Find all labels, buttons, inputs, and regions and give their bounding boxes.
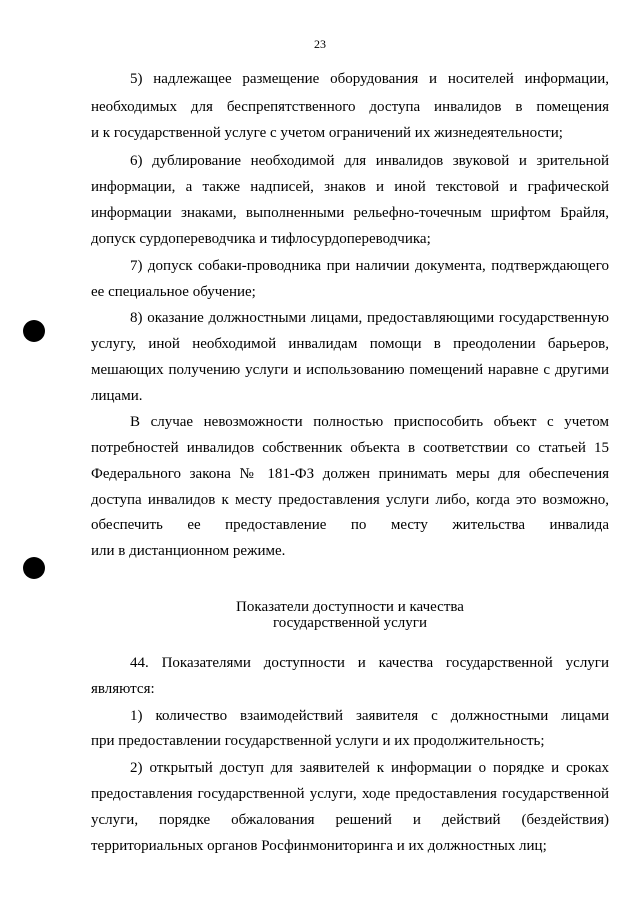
text-line: Федерального закона № 181-ФЗ должен принимать меры для обеспечения <box>91 466 609 482</box>
text-line: ее специальное обучение; <box>91 284 256 300</box>
text-line: предоставления государственной услуги, ходе предоставления государственной <box>91 786 609 802</box>
text-line: 5) надлежащее размещение оборудования и носителей информации, <box>130 71 609 87</box>
text-line: В случае невозможности полностью приспособить объект с учетом <box>130 414 609 430</box>
text-line: мешающих получению услуги и использованию помещений наравне с другими <box>91 362 609 378</box>
text-line: территориальных органов Росфинмониторинга и их должностных лиц; <box>91 838 547 854</box>
text-line: 7) допуск собаки-проводника при наличии документа, подтверждающего <box>130 258 609 274</box>
text-line: доступа инвалидов к месту предоставления услуги либо, когда это возможно, <box>91 492 609 508</box>
text-line: необходимых для беспрепятственного доступа инвалидов в помещения <box>91 99 609 115</box>
text-line: услуги, порядке обжалования решений и действий (бездействия) <box>91 812 609 828</box>
text-line: и к государственной услуге с учетом ограничений их жизнедеятельности; <box>91 125 563 141</box>
text-line: 6) дублирование необходимой для инвалидов звуковой и зрительной <box>130 153 609 169</box>
text-line: обеспечить ее предоставление по месту жительства инвалида <box>91 517 609 533</box>
punch-hole-top <box>23 320 45 342</box>
text-line: или в дистанционном режиме. <box>91 543 286 559</box>
text-line: потребностей инвалидов собственник объекта в соответствии со статьей 15 <box>91 440 609 456</box>
text-line: 1) количество взаимодействий заявителя с должностными лицами <box>130 708 609 724</box>
text-line: допуск сурдопереводчика и тифлосурдопереводчика; <box>91 231 431 247</box>
text-line: 8) оказание должностными лицами, предоставляющими государственную <box>130 310 609 326</box>
text-line: лицами. <box>91 388 143 404</box>
section-heading: государственной услуги <box>273 615 427 631</box>
text-line: 44. Показателями доступности и качества государственной услуги <box>130 655 609 671</box>
punch-hole-bottom <box>23 557 45 579</box>
text-line: услугу, иной необходимой инвалидам помощи в преодолении барьеров, <box>91 336 609 352</box>
page-number: 23 <box>314 37 326 51</box>
text-line: являются: <box>91 681 155 697</box>
section-heading: Показатели доступности и качества <box>236 599 464 615</box>
text-line: при предоставлении государственной услуги и их продолжительность; <box>91 733 545 749</box>
text-line: информации, а также надписей, знаков и иной текстовой и графической <box>91 179 609 195</box>
text-line: 2) открытый доступ для заявителей к информации о порядке и сроках <box>130 760 609 776</box>
text-line: информации знаками, выполненными рельефно-точечным шрифтом Брайля, <box>91 205 609 221</box>
